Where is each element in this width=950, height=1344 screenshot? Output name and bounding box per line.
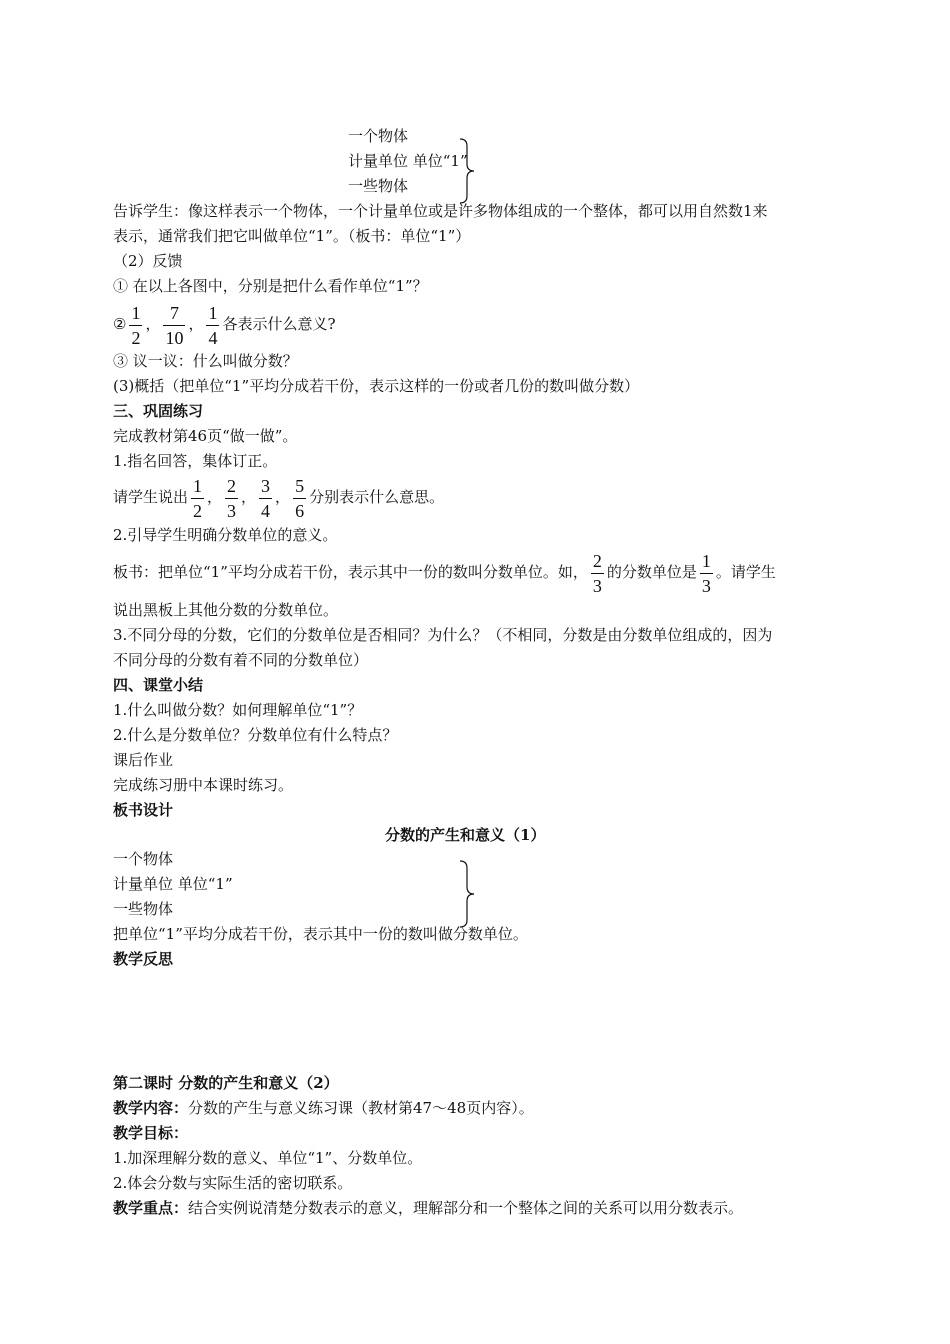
- q2-prefix: ②: [113, 315, 127, 333]
- diagram-item-object: 一个物体: [348, 127, 409, 145]
- right-brace-icon: [458, 860, 478, 928]
- board-item-object: 一个物体: [113, 850, 174, 868]
- board-design-title: 分数的产生和意义（1）: [385, 826, 546, 844]
- section-3-item-3-line-2: 不同分母的分数有着不同的分数单位）: [113, 651, 369, 669]
- board-item-objects: 一些物体: [113, 900, 174, 918]
- board-note: 板书：把单位“1”平均分成若干份，表示其中一份的数叫分数单位。如， $\frac{2}{3}$ 的分数单位是 $\frac{1}{3}$ 。请学生: [113, 550, 776, 596]
- section-4-question-2: 2.什么是分数单位？分数单位有什么特点？: [113, 726, 398, 744]
- reflection-heading: 教学反思: [113, 950, 174, 968]
- lesson-2-goal-1: 1.加深理解分数的意义、单位“1”、分数单位。: [113, 1149, 423, 1167]
- lesson-2-goal-2: 2.体会分数与实际生活的密切联系。: [113, 1174, 353, 1192]
- homework-text: 完成练习册中本课时练习。: [113, 776, 294, 794]
- q2-suffix: 各表示什么意义?: [222, 315, 336, 333]
- homework-title: 课后作业: [113, 751, 174, 769]
- diagram-item-unit: 计量单位 单位“1”: [348, 152, 468, 170]
- fraction: $\frac{1}{2}$: [193, 475, 203, 521]
- section-3-line-1: 完成教材第46页“做一做”。: [113, 427, 298, 445]
- lesson-2-focus: 教学重点：结合实例说清楚分数表示的意义，理解部分和一个整体之间的关系可以用分数表示。: [113, 1199, 744, 1217]
- board-note-line-2: 说出黑板上其他分数的分数单位。: [113, 601, 339, 619]
- intro-line-2: 表示，通常我们把它叫做单位“1”。（板书：单位“1”）: [113, 227, 471, 245]
- fraction: $\frac{2}{3}$: [592, 550, 602, 596]
- fraction: $\frac{3}{4}$: [261, 475, 271, 521]
- fraction: $\frac{2}{3}$: [227, 475, 237, 521]
- feedback-question-2: ② $\frac{1}{2}$ ， $\frac{7}{10}$ ， $\frac{1}{4}$ 各表示什么意义?: [113, 302, 336, 348]
- fraction: $\frac{5}{6}$: [295, 475, 305, 521]
- fraction: $\frac{1}{4}$: [208, 302, 218, 348]
- section-4-heading: 四、课堂小结: [113, 676, 204, 694]
- fraction: $\frac{1}{3}$: [701, 550, 711, 596]
- fraction: $\frac{7}{10}$: [165, 302, 184, 348]
- lesson-2-goals-label: 教学目标：: [113, 1124, 189, 1142]
- section-3-item-2: 2.引导学生明确分数单位的意义。: [113, 526, 338, 544]
- section-3-item-1b: 请学生说出 $\frac{1}{2}$ ， $\frac{2}{3}$ ， $\frac{3}{4}$ ， $\frac{5}{6}$ 分别表示什么意思。: [113, 475, 445, 521]
- section-3-item-3-line-1: 3.不同分母的分数，它们的分数单位是否相同？为什么？（不相同，分数是由分数单位组成的，因为: [113, 626, 773, 644]
- feedback-heading: （2）反馈: [113, 252, 183, 270]
- lesson-2-content: 教学内容：分数的产生与意义练习课（教材第47～48页内容）。: [113, 1099, 534, 1117]
- board-design-heading: 板书设计: [113, 801, 174, 819]
- section-3-item-1: 1.指名回答，集体订正。: [113, 452, 278, 470]
- feedback-question-3: ③ 议一议：什么叫做分数？: [113, 352, 298, 370]
- section-4-question-1: 1.什么叫做分数？如何理解单位“1”？: [113, 701, 363, 719]
- feedback-question-1: ① 在以上各图中，分别是把什么看作单位“1”？: [113, 277, 428, 295]
- board-definition: 把单位“1”平均分成若干份，表示其中一份的数叫做分数单位。: [113, 925, 528, 943]
- board-item-unit: 计量单位 单位“1”: [113, 875, 233, 893]
- section-3-heading: 三、巩固练习: [113, 402, 204, 420]
- summary-line: (3)概括（把单位“1”平均分成若干份，表示这样的一份或者几份的数叫做分数）: [113, 377, 640, 395]
- diagram-item-objects: 一些物体: [348, 177, 409, 195]
- intro-line-1: 告诉学生：像这样表示一个物体，一个计量单位或是许多物体组成的一个整体，都可以用自然数1来: [113, 202, 768, 220]
- right-brace-icon: [458, 138, 478, 204]
- fraction: $\frac{1}{2}$: [131, 302, 141, 348]
- lesson-2-title: 第二课时 分数的产生和意义（2）: [113, 1074, 339, 1092]
